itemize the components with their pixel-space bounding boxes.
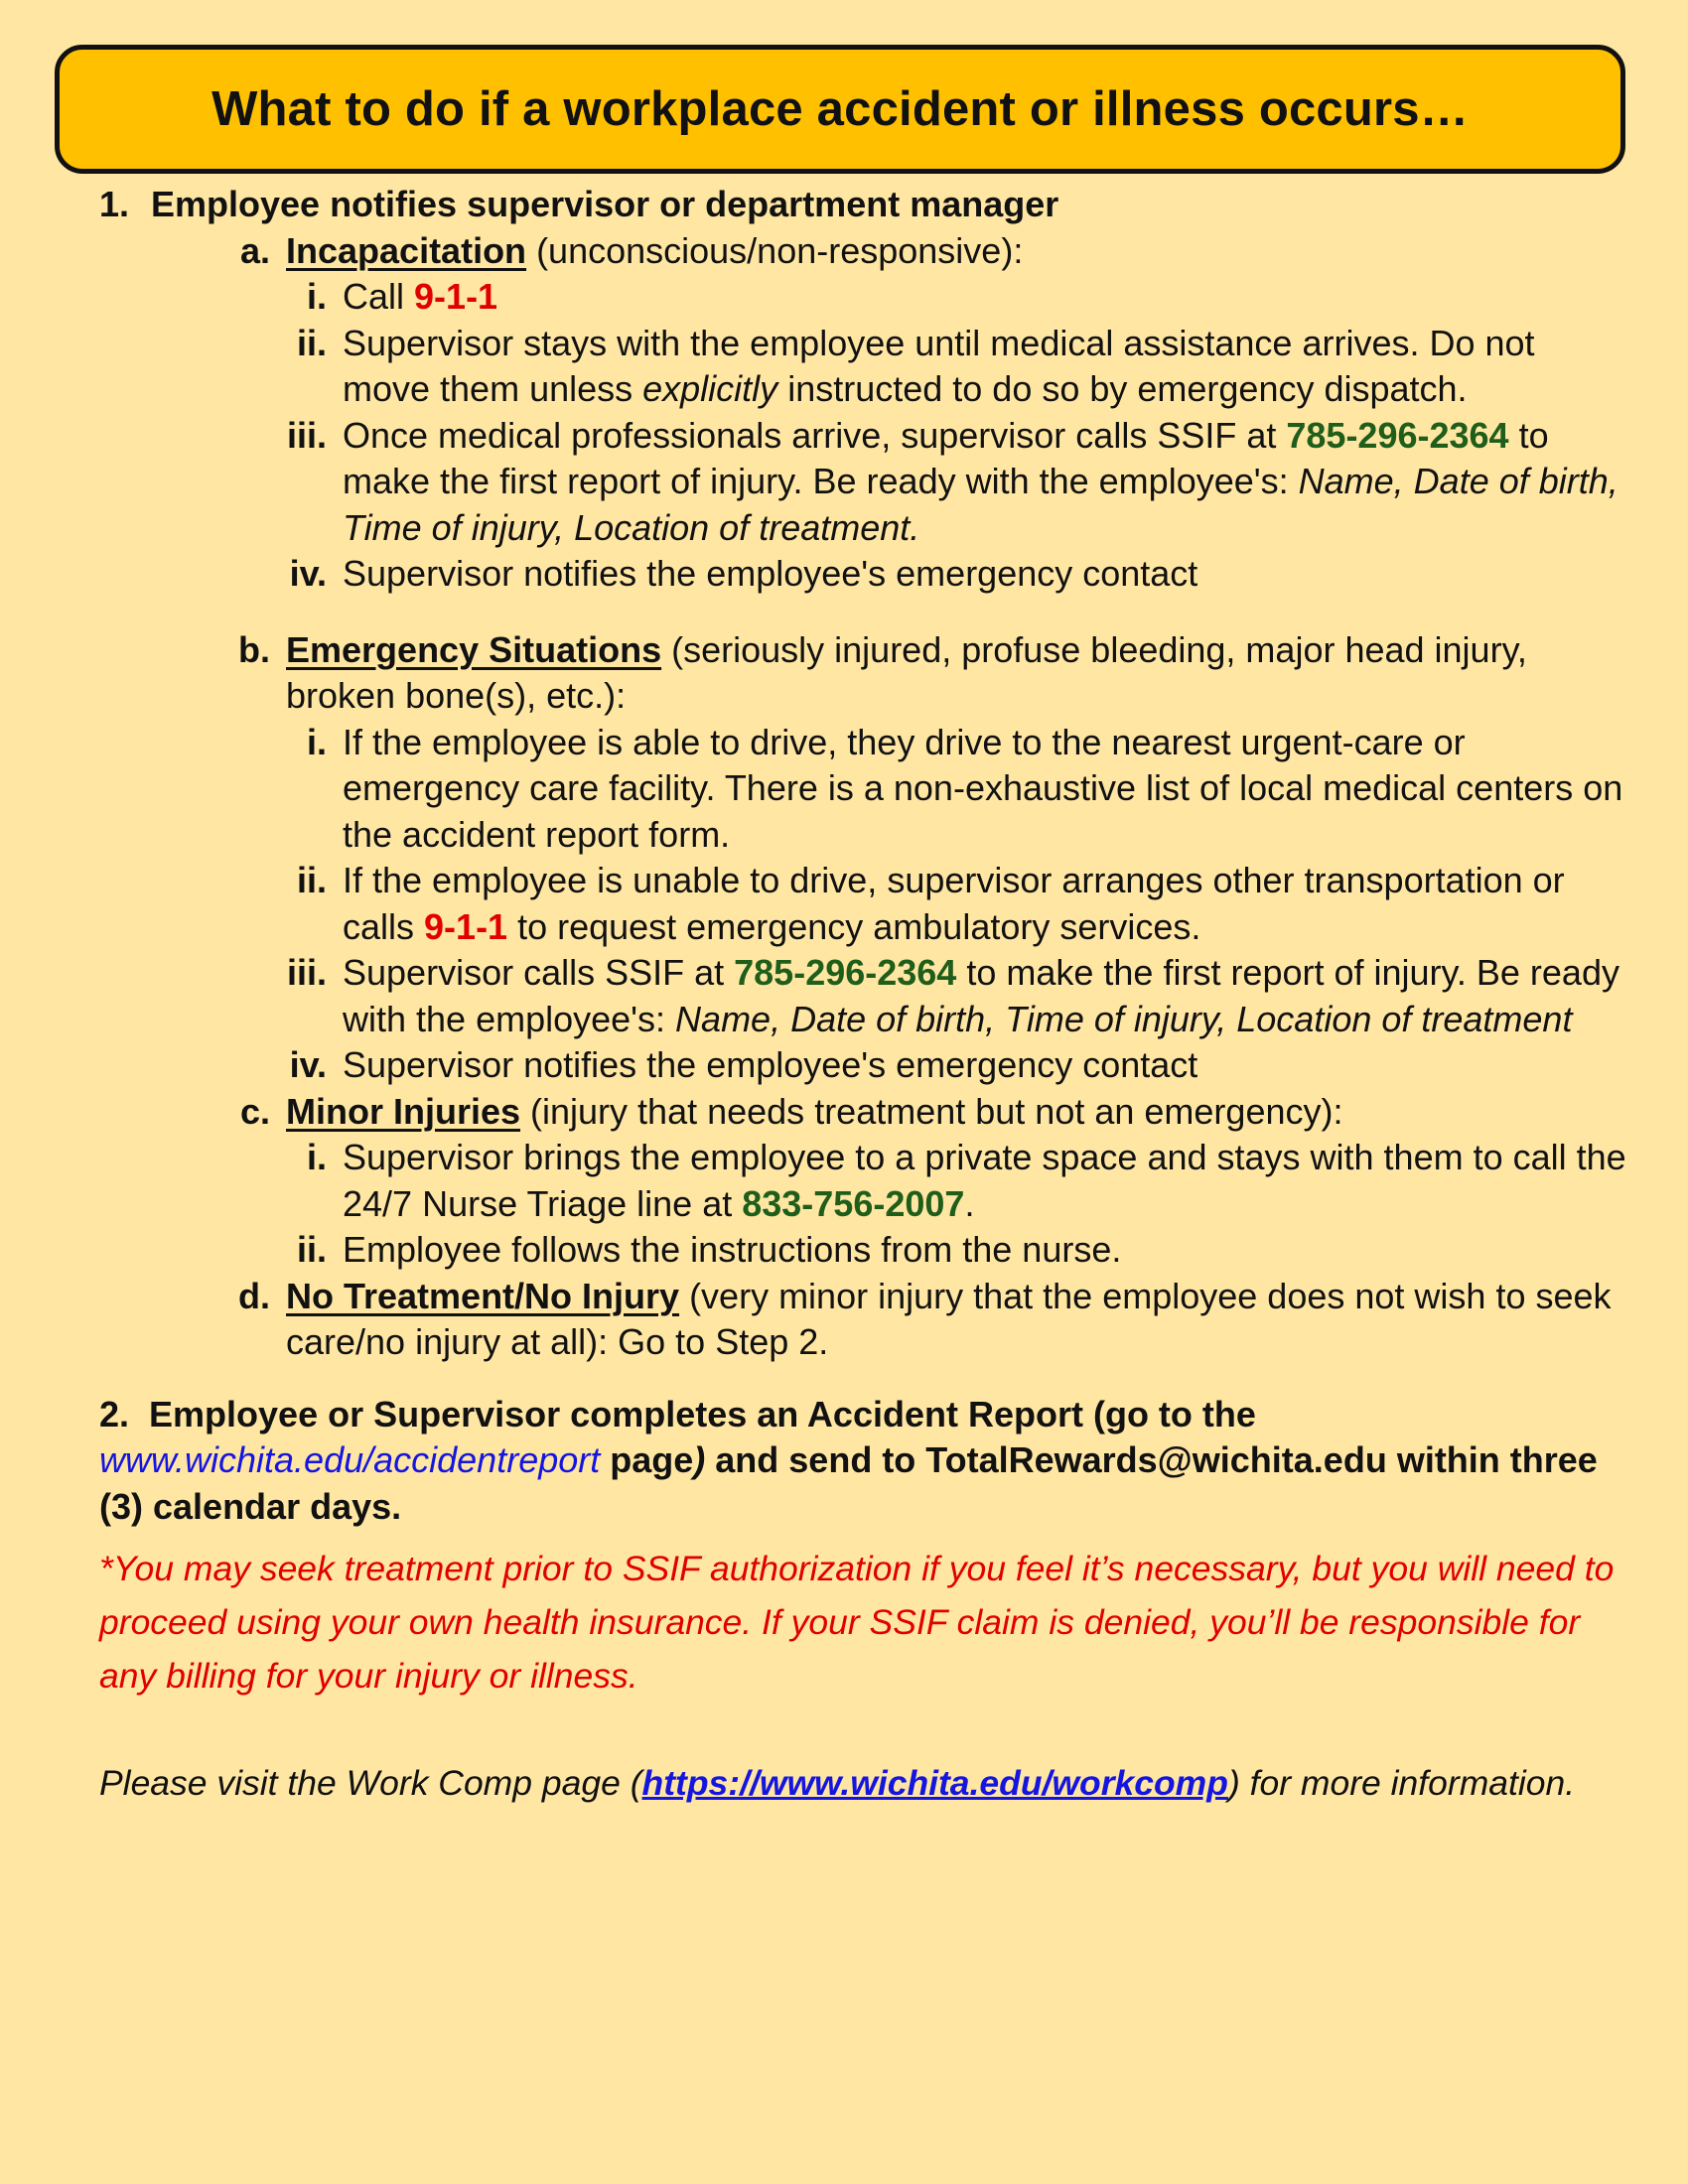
item-b-iii-fields: Name, Date of birth, Time of injury, Location of treatment (675, 998, 1573, 1039)
insurance-note: *You may seek treatment prior to SSIF authorization if you feel it’s necessary, but you will need to proceed using your own health insurance. If your SSIF claim is denied, you’ll be responsible for any billing for your injury or illness. (99, 1549, 1615, 1696)
item-b-i-label: i. (306, 721, 327, 762)
item-a-ii-emphasis: explicitly (642, 368, 778, 409)
workcomp-link[interactable]: https://www.wichita.edu/workcomp (641, 1763, 1228, 1803)
accident-report-link[interactable]: www.wichita.edu/accidentreport (99, 1439, 601, 1480)
nurse-triage-phone: 833-756-2007 (742, 1182, 965, 1224)
item-a-ii-label: ii. (296, 322, 327, 363)
item-a-ii-text: Supervisor stays with the employee until medical assistance arrives. Do not move them unless (343, 322, 1535, 409)
item-a-iii-label: iii. (286, 414, 327, 456)
emergency-number: 9-1-1 (414, 276, 498, 317)
item-c-label: c. (239, 1090, 270, 1132)
item-a-desc: (unconscious/non-responsive): (526, 229, 1024, 271)
item-b-iii-label: iii. (286, 952, 327, 993)
emergency-number: 9-1-1 (424, 905, 508, 947)
page-title: What to do if a workplace accident or illness occurs… (211, 82, 1469, 136)
item-b-label: b. (238, 628, 270, 670)
step-1-number: 1. (99, 184, 130, 224)
item-c-i-label: i. (306, 1137, 327, 1177)
item-d-label: d. (238, 1275, 270, 1316)
item-c (204, 1089, 1628, 1136)
step-2 (99, 1392, 1628, 1531)
item-a-title: Incapacitation (286, 229, 527, 271)
item-b (204, 627, 1628, 720)
instructions (99, 182, 1628, 1810)
item-b-ii-text-end: to request emergency ambulatory services. (507, 905, 1201, 947)
item-b-iii (273, 950, 1628, 1042)
step-1 (99, 182, 1628, 228)
step-2-text: Employee or Supervisor completes an Accident Report (go to the (129, 1393, 1266, 1434)
item-c-i-text: Supervisor brings the employee to a private space and stays with them to call the 24/7 Nurse Triage line at (343, 1137, 1626, 1224)
step-1-heading: Employee notifies supervisor or department manager (151, 184, 1059, 224)
item-a-label: a. (239, 229, 270, 271)
item-b-iii-text: Supervisor calls SSIF at (343, 952, 735, 993)
footer-text: Please visit the Work Comp page ( (99, 1763, 642, 1803)
item-a-ii (273, 321, 1628, 413)
item-c-ii-label: ii. (296, 1229, 327, 1270)
footer-text-end: ) for more information. (1227, 1763, 1576, 1803)
step-2-text-end: and send to TotalRewards@wichita.edu within three (3) calendar days. (99, 1439, 1598, 1527)
item-d-title: No Treatment/No Injury (286, 1275, 680, 1316)
item-a-iii-fields: Name, Date of birth, Time of injury, Location of treatment. (343, 461, 1618, 548)
footer (99, 1756, 1628, 1810)
item-c-ii-text: Employee follows the instructions from the nurse. (343, 1229, 1122, 1270)
ssif-phone: 785-296-2364 (1286, 414, 1509, 456)
item-a-iii-text: Once medical professionals arrive, supervisor calls SSIF at (343, 414, 1287, 456)
item-a-i-label: i. (306, 276, 327, 317)
item-a-ii-text-end: instructed to do so by emergency dispatch. (777, 368, 1468, 409)
ssif-phone: 785-296-2364 (734, 952, 957, 993)
item-b-iii-text-mid: to make the first report of injury. Be ready with the employee's: (343, 952, 1619, 1039)
item-a-iv-text: Supervisor notifies the employee's emergency contact (343, 553, 1198, 594)
step-2-page: page (600, 1439, 694, 1480)
item-a (204, 228, 1628, 275)
item-a-iv (273, 551, 1628, 598)
item-d-desc: (very minor injury that the employee does not wish to seek care/no injury at all): Go to Step 2. (286, 1275, 1612, 1362)
step-2-paren: ) (693, 1439, 706, 1480)
item-a-iii-text-mid: to make the first report of injury. Be ready with the employee's: (343, 414, 1549, 501)
title-banner (55, 45, 1625, 174)
item-b-i (273, 720, 1628, 859)
item-b-title: Emergency Situations (286, 628, 662, 670)
item-b-iv-text: Supervisor notifies the employee's emergency contact (343, 1044, 1198, 1085)
item-b-ii (273, 858, 1628, 950)
item-a-i-text: Call (343, 276, 415, 317)
item-c-i-text-end: . (964, 1182, 975, 1224)
item-c-title: Minor Injuries (286, 1090, 521, 1132)
item-c-i (273, 1135, 1628, 1227)
item-b-iv-label: iv. (289, 1044, 327, 1085)
item-b-i-text: If the employee is able to drive, they drive to the nearest urgent-care or emergency care facility. There is a non-exhaustive list of local medical centers on the accident report form. (343, 721, 1623, 855)
item-a-iii (273, 413, 1628, 552)
item-d (204, 1274, 1628, 1366)
step-2-number: 2. (99, 1393, 130, 1434)
item-c-ii (273, 1227, 1628, 1274)
item-c-desc: (injury that needs treatment but not an emergency): (520, 1090, 1343, 1132)
item-b-ii-text: If the employee is unable to drive, supervisor arranges other transportation or calls (343, 860, 1565, 947)
item-a-i (273, 274, 1628, 321)
item-a-iv-label: iv. (289, 553, 327, 594)
item-b-iv (273, 1042, 1628, 1089)
item-b-desc: (seriously injured, profuse bleeding, major head injury, broken bone(s), etc.): (286, 628, 1527, 716)
item-b-ii-label: ii. (296, 860, 327, 900)
